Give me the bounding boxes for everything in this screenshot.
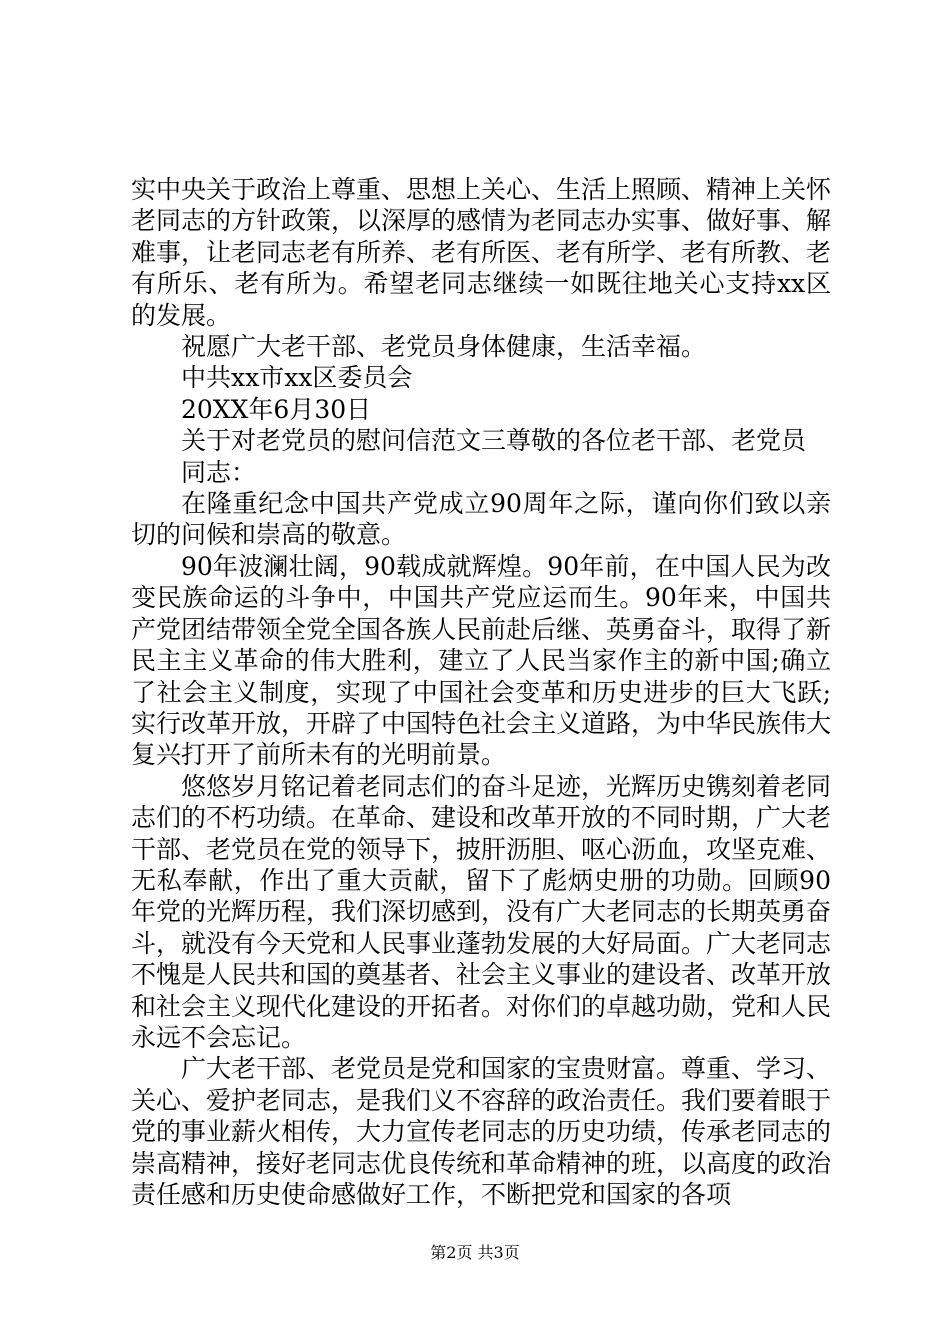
signature-organization: 中共xx市xx区委员会 xyxy=(181,363,413,393)
signature-date: 20XX年6月30日 xyxy=(181,394,372,424)
paragraph-contributions: 悠悠岁月铭记着老同志们的奋斗足迹，光辉历史镌刻着老同志们的不朽功绩。在革命、建设和改革开放的不同时期，广大老干部、老党员在党的领导下，披肝沥胆、呕心沥血，攻坚克难、无私奉献，作出了重大贡献，留下了彪炳史册的功勋。回顾90年党的光辉历程，我们深切感到，没有广大老同志的长期英勇奋斗，就没有今天党和人民事业蓬勃发展的大好局面。广大老同志不愧是人民共和国的奠基者、社会主义事业的建设者、改革开放和社会主义现代化建设的开拓者。对你们的卓越功勋，党和人民永远不会忘记。 xyxy=(131,771,832,1052)
paragraph-responsibility: 广大老干部、老党员是党和国家的宝贵财富。尊重、学习、关心、爱护老同志，是我们义不容辞的政治责任。我们要着眼于党的事业薪火相传，大力宣传老同志的历史功绩，传承老同志的崇高精神，接好老同志优良传统和革命精神的班，以高度的政治责任感和历史使命感做好工作，不断把党和国家的各项 xyxy=(131,1054,832,1209)
document-body xyxy=(131,174,831,1210)
page-footer: 第2页 共3页 xyxy=(430,1243,520,1262)
paragraph-history: 90年波澜壮阔，90载成就辉煌。90年前，在中国人民为改变民族命运的斗争中，中国共产党应运而生。90年来，中国共产党团结带领全党全国各族人民前赴后继、英勇奋斗，取得了新民主主义革命的伟大胜利，建立了人民当家作主的新中国;确立了社会主义制度，实现了中国社会变革和历史进步的巨大飞跃;实行改革开放，开辟了中国特色社会主义道路，为中华民族伟大复兴打开了前所未有的光明前景。 xyxy=(131,551,832,770)
letter-title-salutation: 关于对老党员的慰问信范文三尊敬的各位老干部、老党员 xyxy=(181,426,807,456)
paragraph-continuation: 实中央关于政治上尊重、思想上关心、生活上照顾、精神上关怀老同志的方针政策，以深厚的感情为老同志办实事、做好事、解难事，让老同志老有所养、老有所医、老有所学、老有所教、老有所乐、老有所为。希望老同志继续一如既往地关心支持xx区的发展。 xyxy=(131,175,832,330)
paragraph-greeting: 在隆重纪念中国共产党成立90周年之际，谨向你们致以亲切的问候和崇高的敬意。 xyxy=(131,489,831,550)
paragraph-wishes: 祝愿广大老干部、老党员身体健康，生活幸福。 xyxy=(181,332,707,362)
salutation-continuation: 同志： xyxy=(181,457,257,487)
